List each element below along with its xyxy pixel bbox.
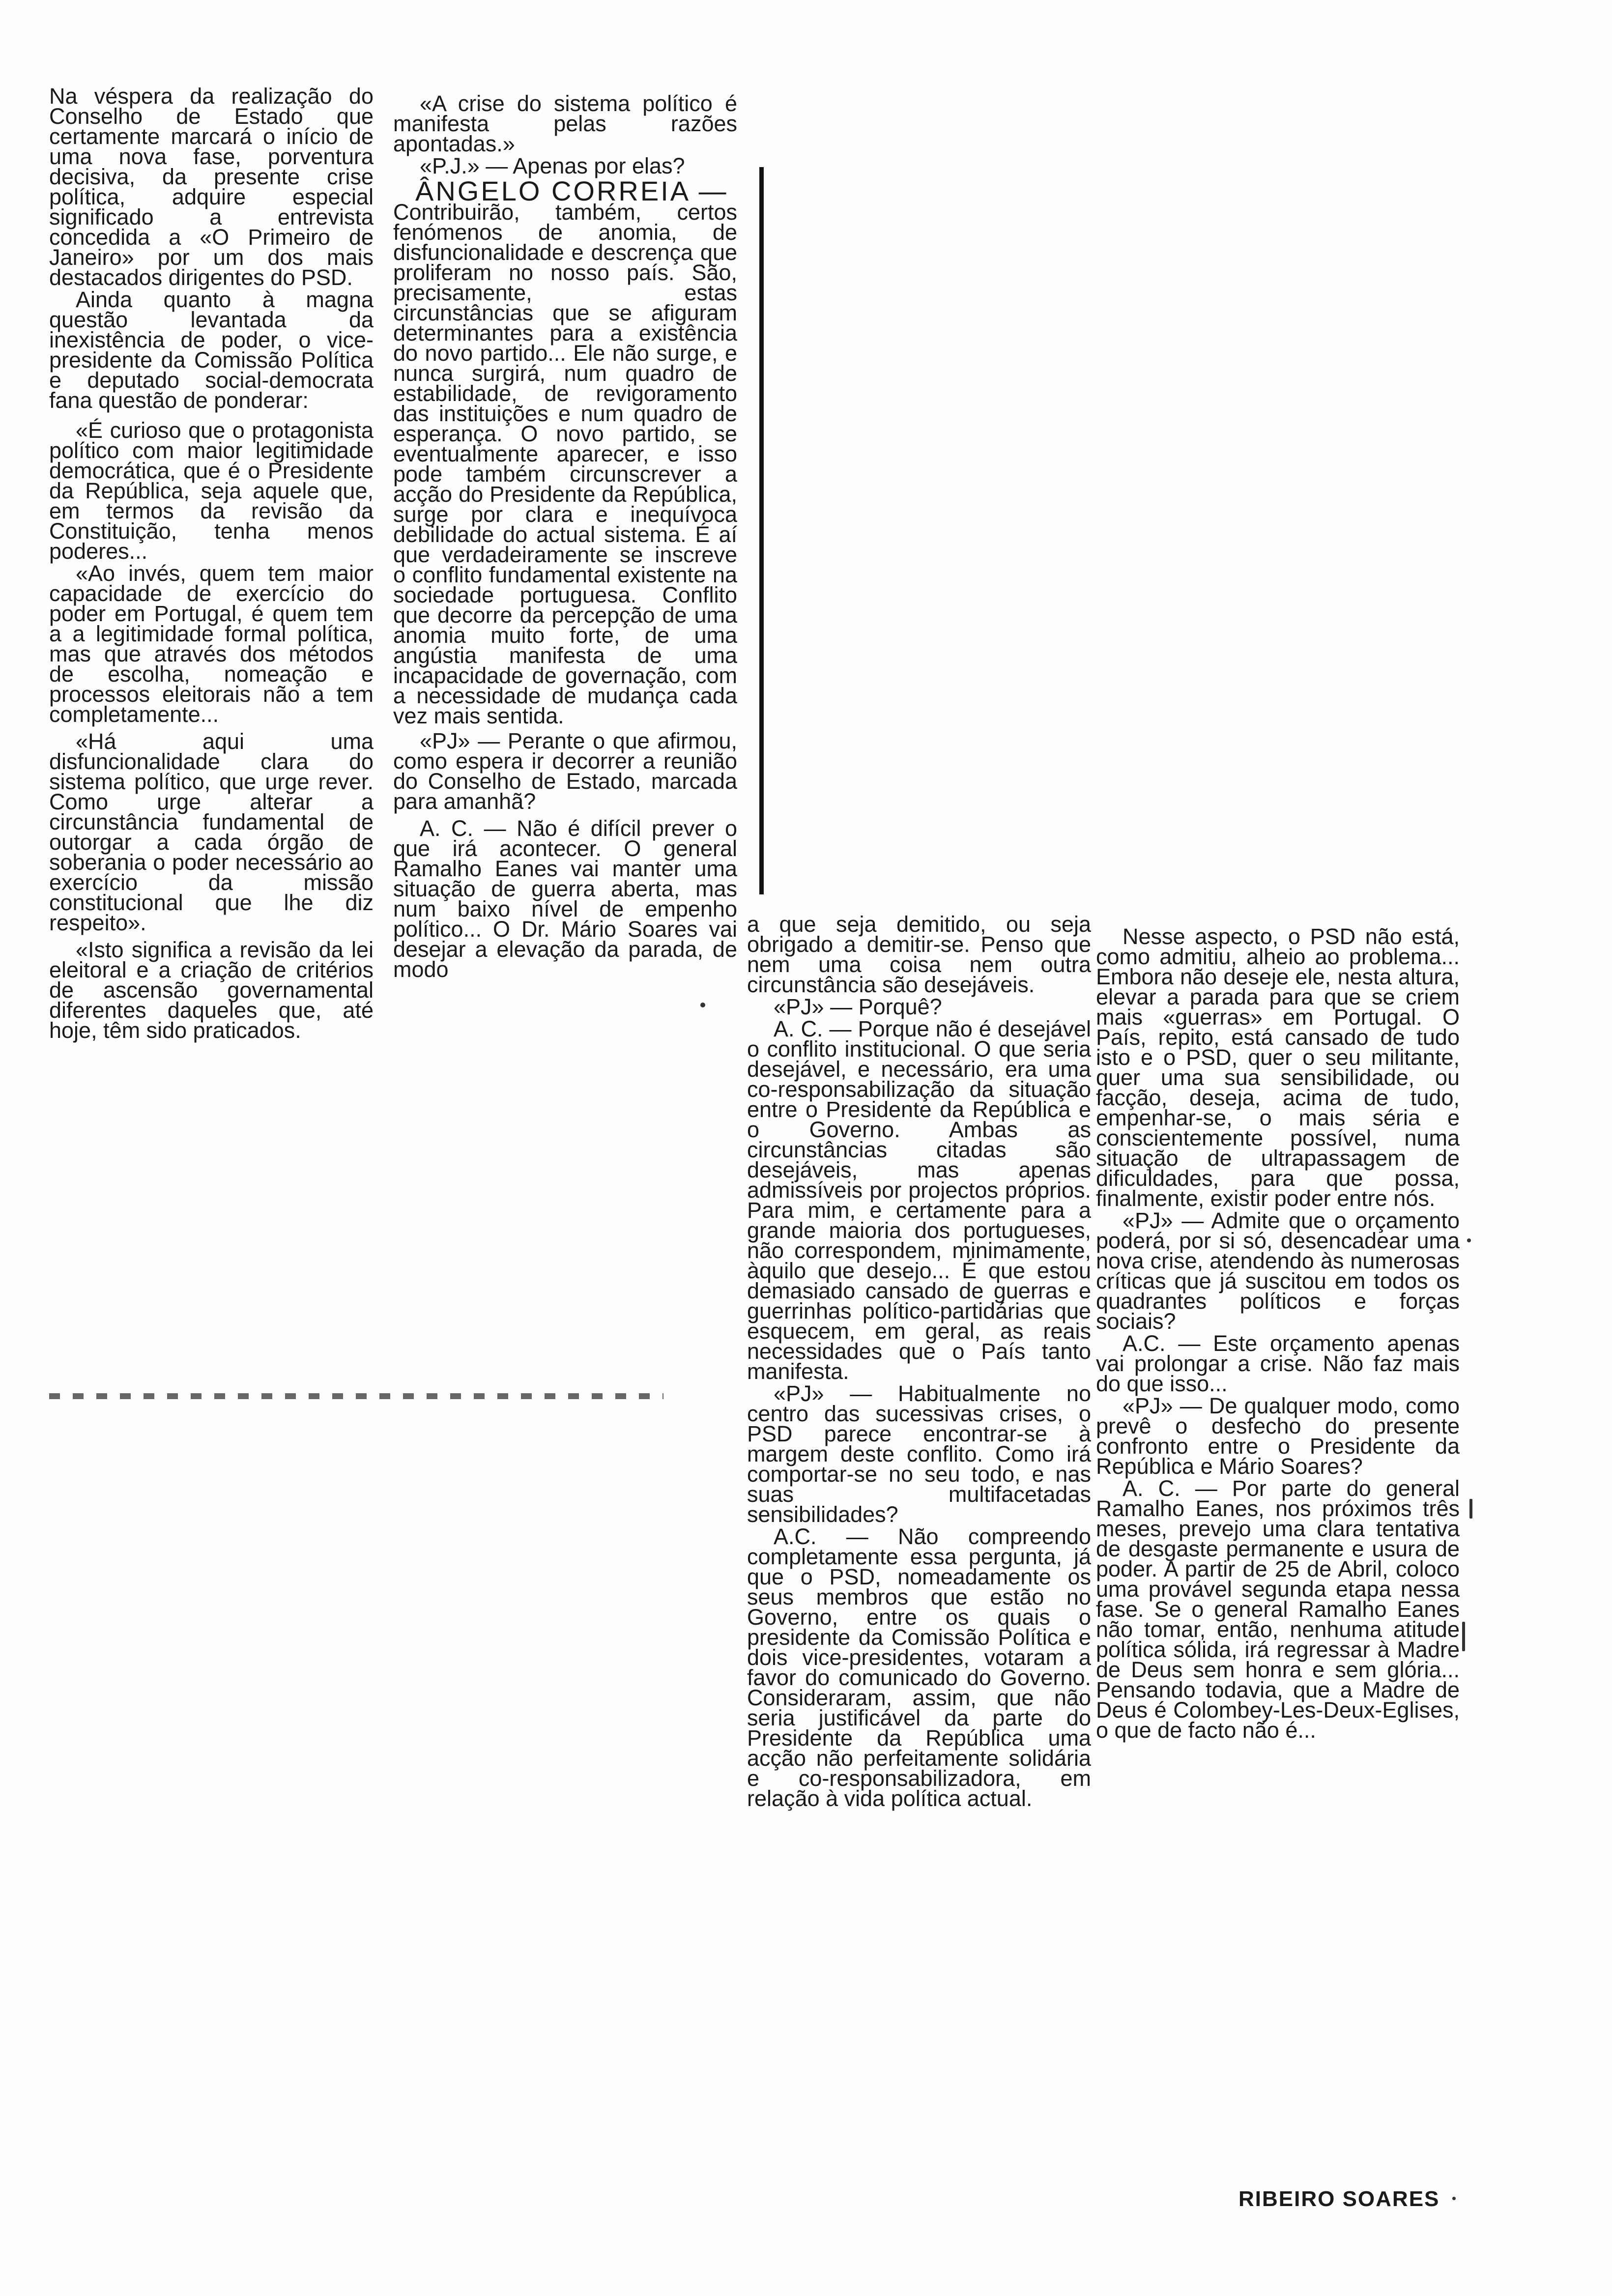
column-3 — [747, 914, 1091, 2172]
print-noise — [1452, 2197, 1456, 2200]
paragraph: Contribuirão, também, certos fenómenos de anomia, de disfuncionalidade e descrença que proliferam no nosso país. São, precisamente, estas circunstâncias que se afiguram determinantes para a existência do novo partido... Ele não surge, e nunca surgirá, num quadro de estabilidade, de revigoramento das instituições e num quadro de esperança. O novo partido, se eventualmente aparecer, e isso pode também circunscrever a acção do Presidente da República, surge por clara e inequívoca debilidade do actual sistema. É aí que verdadeiramente se inscreve o conflito fundamental existente na sociedade portuguesa. Conflito que decorre da percepção de uma anomia muito forte, de uma angústia manifesta de uma incapacidade de governação, com a necessidade de mudança cada vez mais sentida. — [393, 200, 737, 728]
column-1 — [49, 86, 374, 1393]
paragraph: «É curioso que o protagonista político com maior legitimidade democrática, que é o Presidente da República, seja aquele que, em termos da revisão da Constituição, tenha menos poderes... — [49, 418, 374, 564]
paragraph: «PJ» — De qualquer modo, como prevê o desfecho do presente confronto entre o Presidente da República e Mário Soares? — [1096, 1393, 1460, 1479]
print-noise — [700, 1003, 705, 1007]
author-signature: RIBEIRO SOARES — [1238, 2187, 1440, 2211]
paragraph: «PJ» — Habitualmente no centro das sucessivas crises, o PSD parece encontrar-se à margem deste conflito. Como irá comportar-se no seu todo, e nas suas multifacetadas sensibilidades? — [747, 1381, 1091, 1527]
paragraph: «Há aqui uma disfuncionalidade clara do sistema político, que urge rever. Como urge alterar a circunstância fundamental de outorgar a cada órgão de soberania o poder necessário ao exercício da missão constitucional que lhe diz respeito». — [49, 729, 374, 935]
interviewee-heading: ÂNGELO CORREIA — — [415, 175, 728, 206]
print-noise — [1462, 1622, 1465, 1651]
paragraph: A. C. — Não é difícil prever o que irá acontecer. O general Ramalho Eanes vai manter uma situação de guerra aberta, mas num baixo nível de empenho político... O Dr. Mário Soares vai desejar a elevação da parada, de modo — [393, 816, 737, 982]
paragraph: A. C. — Porque não é desejável o conflito institucional. O que seria desejável, e necessário, era uma co-responsabilização da situação entre o Presidente da República e o Governo. Ambas as circunstâncias citadas são desejáveis, mas apenas admissíveis por projectos próprios. Para mim, e certamente para a grande maioria dos portugueses, não correspondem, minimamente, àquilo que desejo... É que estou demasiado cansado de guerras e guerrinhas político-partidárias que esquecem, em geral, as reais necessidades que o País tanto manifesta. — [747, 1016, 1091, 1384]
paragraph: Na véspera da realização do Conselho de Estado que certamente marcará o início de uma nova fase, porventura decisiva, da presente crise política, adquire especial significado a entrevista concedida a «O Primeiro de Janeiro» por um dos mais destacados dirigentes do PSD. — [49, 86, 374, 290]
column-2 — [393, 93, 737, 1391]
paragraph: «A crise do sistema político é manifesta pelas razões apontadas.» — [393, 93, 737, 156]
column-rule — [759, 167, 764, 894]
paragraph: «Isto significa a revisão da lei eleitoral e a criação de critérios de ascensão governamental diferentes daqueles que, até hoje, têm sido praticados. — [49, 937, 374, 1043]
paragraph: «Ao invés, quem tem maior capacidade de exercício do poder em Portugal, é quem tem a a legitimidade formal política, mas que através dos métodos de escolha, nomeação e processos eleitorais não a tem completamente... — [49, 561, 374, 727]
print-noise — [1467, 1238, 1471, 1242]
paragraph: A. C. — Por parte do general Ramalho Eanes, nos próximos três meses, prevejo uma clara tentativa de desgaste permanente e usura de poder. A partir de 25 de Abril, coloco uma provável segunda etapa nessa fase. Se o general Ramalho Eanes não tomar, então, nenhuma atitude política sólida, irá regressar à Madre de Deus sem honra e sem glória... Pensando todavia, que a Madre de Deus é Colombey-Les-Deux-Eglises, o que de facto não é... — [1096, 1476, 1460, 1743]
column-4 — [1096, 926, 1460, 2170]
paragraph: Ainda quanto à magna questão levantada da inexistência de poder, o vice-presidente da Comissão Política e deputado social-democrata fana questão de ponderar: — [49, 287, 374, 413]
paragraph: A.C. — Este orçamento apenas vai prolongar a crise. Não faz mais do que isso... — [1096, 1331, 1460, 1396]
paragraph: «P.J.» — Apenas por elas? — [420, 153, 685, 178]
print-noise — [49, 1393, 663, 1399]
paragraph: «PJ» — Porquê? — [774, 994, 942, 1019]
print-noise — [1469, 1499, 1472, 1519]
paragraph: a que seja demitido, ou seja obrigado a demitir-se. Penso que nem uma coisa nem outra circunstância são desejáveis. — [747, 914, 1091, 997]
paragraph: Nesse aspecto, o PSD não está, como admitiu, alheio ao problema... Embora não deseje ele, nesta altura, elevar a parada para que se criem mais «guerras» em Portugal. O País, repito, está cansado de tudo isto e o PSD, quer o seu militante, quer uma sua sensibilidade, ou facção, deseja, acima de tudo, empenhar-se, o mais séria e conscientemente possível, numa situação de ultrapassagem de dificuldades, para que possa, finalmente, existir poder entre nós. — [1096, 926, 1460, 1211]
paragraph: «PJ» — Admite que o orçamento poderá, por si só, desencadear uma nova crise, atendendo às numerosas críticas que já suscitou em todos os quadrantes políticos e forças sociais? — [1096, 1208, 1460, 1334]
paragraph: A.C. — Não compreendo completamente essa pergunta, já que o PSD, nomeadamente os seus membros que estão no Governo, entre os quais o presidente da Comissão Política e dois vice-presidentes, votaram a favor do comunicado do Governo. Consideraram, assim, que não seria justificável da parte do Presidente da República uma acção não perfeitamente solidária e co-responsabilizadora, em relação à vida política actual. — [747, 1524, 1091, 1811]
paragraph: «PJ» — Perante o que afirmou, como espera ir decorrer a reunião do Conselho de Estado, marcada para amanhã? — [393, 728, 737, 814]
